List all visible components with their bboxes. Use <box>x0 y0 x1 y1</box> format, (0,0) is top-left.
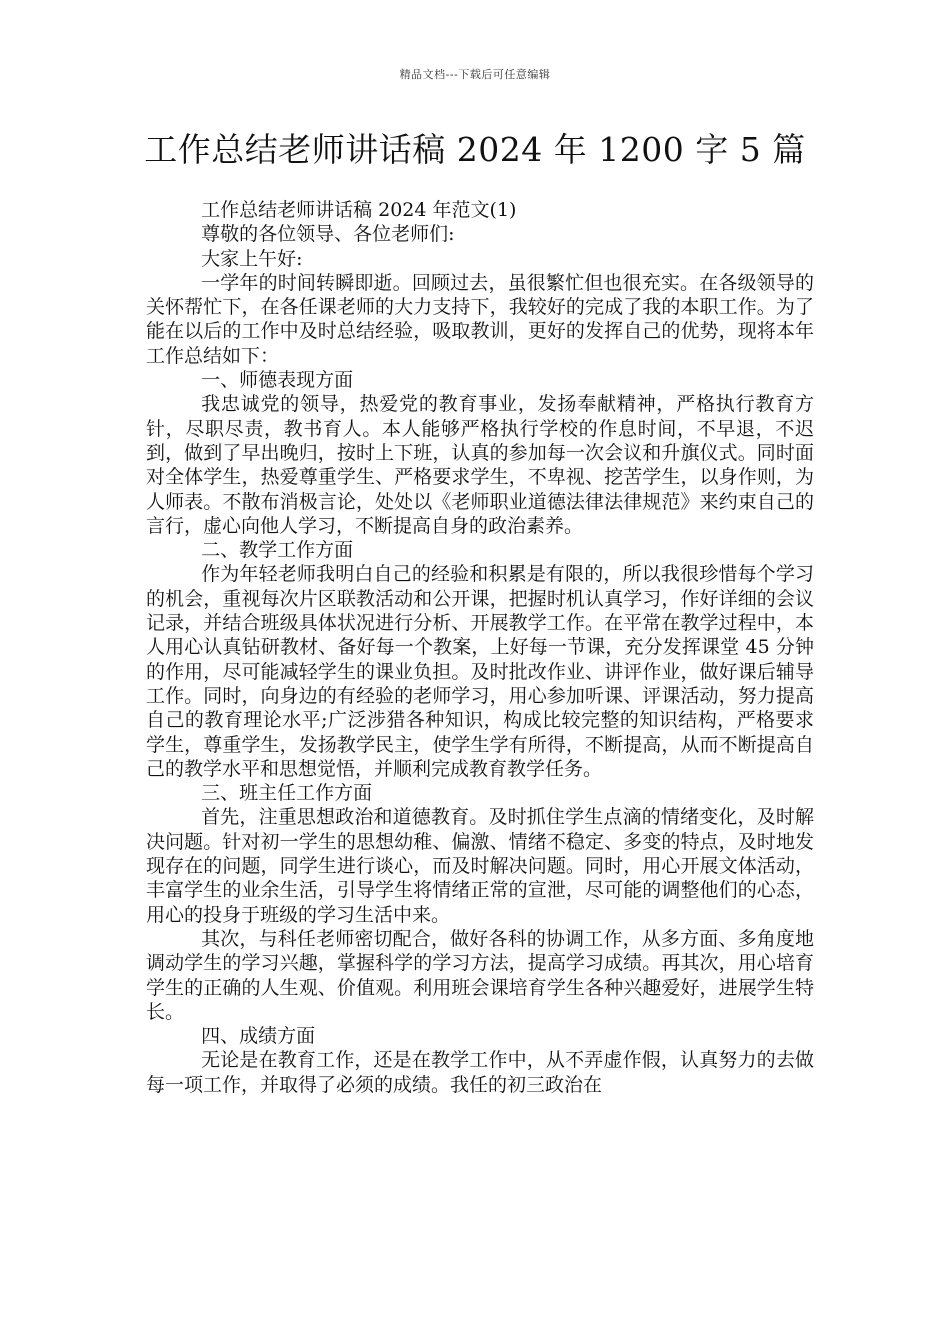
greeting-paragraph: 大家上午好: <box>201 247 303 270</box>
document-title: 工作总结老师讲话稿 2024 年 1200 字 5 篇 <box>144 130 806 169</box>
salutation-paragraph: 尊敬的各位领导、各位老师们: <box>201 223 455 246</box>
header-note: 精品文档---下载后可任意编辑 <box>399 68 551 81</box>
section-heading-2: 二、教学工作方面 <box>201 539 354 562</box>
section-heading-3: 三、班主任工作方面 <box>201 782 373 805</box>
section-heading-4: 四、成绩方面 <box>201 1025 316 1048</box>
section-4-paragraph: 无论是在教育工作，还是在教学工作中，从不弄虚作假，认真努力的去做每一项工作，并取得了必须的成绩。我任的初三政治在 <box>146 1049 814 1096</box>
section-3-paragraph-1: 首先，注重思想政治和道德教育。及时抓住学生点滴的情绪变化，及时解决问题。针对初一学生的思想幼稚、偏激、情绪不稳定、多变的特点，及时地发现存在的问题，同学生进行谈心，而及时解决问题。同时，用心开展文体活动，丰富学生的业余生活，引导学生将情绪正常的宣泄，尽可能的调整他们的心态，用心的投身于班级的学习生活中来。 <box>146 806 814 926</box>
section-heading-1: 一、师德表现方面 <box>201 369 354 392</box>
section-2-paragraph: 作为年轻老师我明白自己的经验和积累是有限的，所以我很珍惜每个学习的机会，重视每次片区联教活动和公开课，把握时机认真学习，作好详细的会议记录，并结合班级具体状况进行分析、开展教学工作。在平常在教学过程中，本人用心认真钻研教材、备好每一个教案，上好每一节课，充分发挥课堂 45 分钟的作用，尽可能减轻学生的课业负担。及时批改作业、讲评作业，做好课后辅导工作。同时，向身边的有经验的老师学习，用心参加听课、评课活动，努力提高自己的教育理论水平;广泛涉猎各种知识，构成比较完整的知识结构，严格要求学生，尊重学生，发扬教学民主，使学生学有所得，不断提高，从而不断提高自己的教学水平和思想觉悟，并顺利完成教育教学任务。 <box>146 563 814 780</box>
section-3-paragraph-2: 其次，与科任老师密切配合，做好各科的协调工作，从多方面、多角度地调动学生的学习兴趣，掌握科学的学习方法，提高学习成绩。再其次，用心培育学生的正确的人生观、价值观。利用班会课培育学生各种兴趣爱好，进展学生特长。 <box>146 927 814 1023</box>
section-1-paragraph: 我忠诚党的领导，热爱党的教育事业，发扬奉献精神，严格执行教育方针，尽职尽责，教书育人。本人能够严格执行学校的作息时间，不早退，不迟到，做到了早出晚归，按时上下班，认真的参加每一次会议和升旗仪式。同时面对全体学生，热爱尊重学生、严格要求学生，不卑视、挖苦学生，以身作则，为人师表。不散布消极言论，处处以《老师职业道德法律法律规范》来约束自己的言行，虚心向他人学习，不断提高自身的政治素养。 <box>146 393 814 537</box>
document-body <box>146 198 814 1097</box>
subtitle-paragraph: 工作总结老师讲话稿 2024 年范文(1) <box>201 199 517 221</box>
intro-paragraph: 一学年的时间转瞬即逝。回顾过去，虽很繁忙但也很充实。在各级领导的关怀帮忙下，在各任课老师的大力支持下，我较好的完成了我的本职工作。为了能在以后的工作中及时总结经验，吸取教训，更好的发挥自己的优势，现将本年工作总结如下： <box>146 271 814 367</box>
